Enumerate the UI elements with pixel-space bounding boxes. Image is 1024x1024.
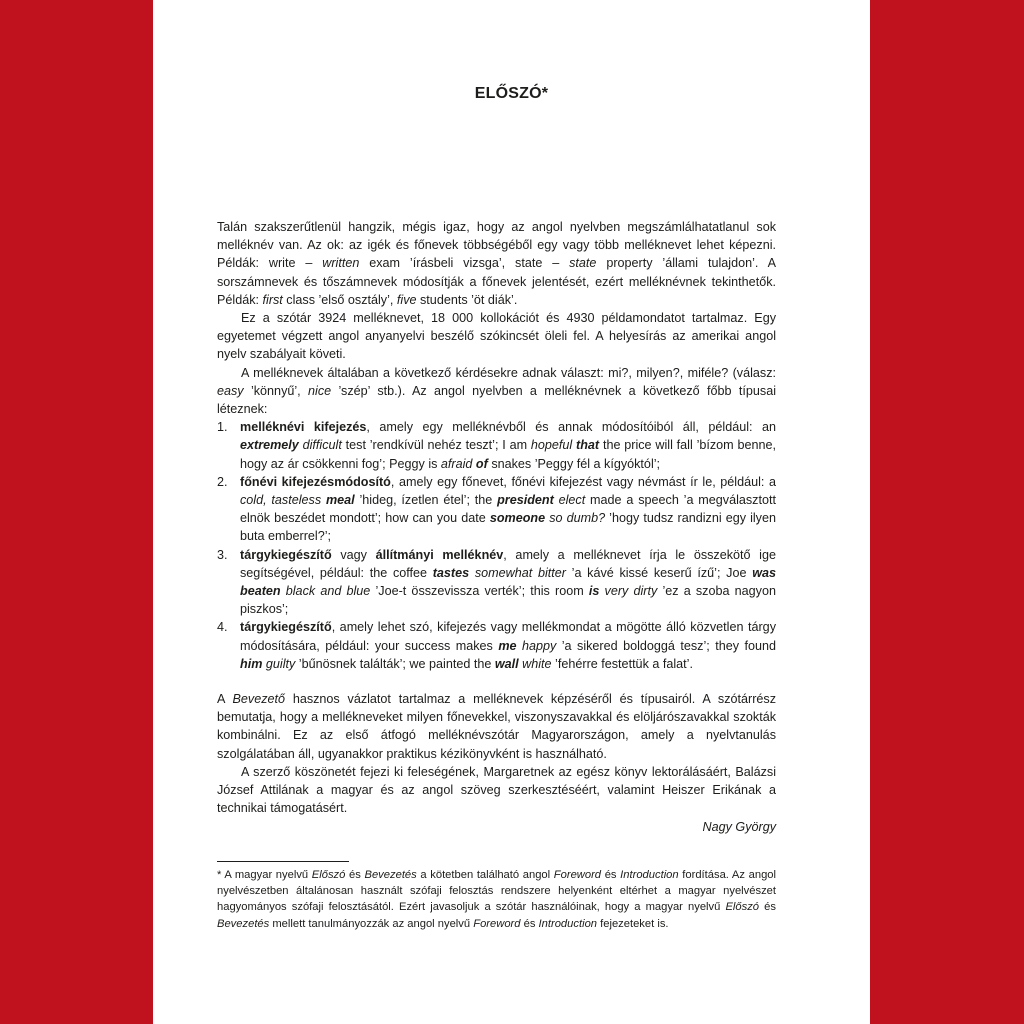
text-run: és xyxy=(520,917,539,930)
italic-text: easy xyxy=(217,383,244,398)
list-number: 1. xyxy=(217,420,228,435)
italic-text: Bevezető xyxy=(232,692,286,707)
text-run: , amely egy melléknévből és annak módosítóiból áll, például: an xyxy=(366,420,776,435)
paragraph-dictionary-scope: Ez a szótár 3924 melléknevet, 18 000 kollokációt és 4930 példamondatot tartalmaz. Egy egyetemet végzett angol anyanyelvi beszélő szókincsét öleli fel. A helyesírás az amerikai angol nyelv szabályait követi. xyxy=(217,311,776,362)
text-run: , amely lehet szó, kifejezés vagy mellékmondat a mögötte álló közvetlen tárgy módosítására, például: your success makes xyxy=(240,620,776,653)
text-run: , amely a melléknevet írja le összekötő ige segítségével, például: the coffee xyxy=(240,547,776,580)
text-run: fejezeteket is. xyxy=(597,917,669,930)
text-run: ’ez a szoba nagyon piszkos’; xyxy=(240,584,776,617)
text-run: fordítása. Az angol nyelvészetben általánosan használt szófaji felosztás rendszere helyenként eltérhet a magyar nyelvészet hagyományos szófaji felosztásától. Ezért javasoljuk a szótár használóinak, hogy a magyar nyelvű xyxy=(217,869,777,914)
bold-italic-text: president xyxy=(497,493,554,508)
italic-text: nice xyxy=(308,383,332,398)
list-number: 3. xyxy=(217,547,228,562)
bold-italic-text: tastes xyxy=(432,565,470,580)
page-title: ELŐSZÓ* xyxy=(474,85,549,102)
paragraph-introduction-summary xyxy=(217,690,776,763)
italic-text: first xyxy=(262,292,283,307)
author-signature: Nagy György xyxy=(702,819,776,834)
italic-text: Introduction xyxy=(538,917,598,930)
list-item xyxy=(217,618,776,673)
italic-text: afraid xyxy=(440,456,473,471)
footnote xyxy=(217,867,776,932)
text-run: ’fehérre festettük a falat’. xyxy=(551,656,693,671)
italic-text: black and blue xyxy=(280,584,371,599)
text-run: ’hideg, ízetlen étel’; the xyxy=(354,493,498,508)
text-run: * A magyar nyelvű xyxy=(217,869,312,881)
bold-italic-text: is xyxy=(588,584,600,599)
italic-text: five xyxy=(396,292,417,307)
italic-text: very dirty xyxy=(599,584,658,599)
italic-text: Bevezetés xyxy=(217,917,270,930)
bold-italic-text: that xyxy=(572,438,600,453)
text-run: és xyxy=(601,869,621,881)
bold-italic-text: wall xyxy=(494,656,519,671)
text-run: mellett tanulmányozzák az angol nyelvű xyxy=(269,917,474,930)
text-run: the price will fall ’bízom benne, hogy az ár csökkenni fog’; Peggy is xyxy=(240,438,777,471)
italic-text: somewhat bitter xyxy=(469,565,566,580)
text-run: ’könnyű’, xyxy=(243,383,309,398)
paragraph-acknowledgements: A szerző köszönetét fejezi ki feleségének, Margaretnek az egész könyv lektorálásáért, Balázsi József Attilának a magyar és az angol szöveg szerkesztéséért, valamint Heiszer Erikának a technikai támogatásért. xyxy=(217,764,776,816)
text-run: ’a sikered boldoggá tesz’; they found xyxy=(556,638,777,653)
text-run: , amely egy főnevet, főnévi kifejezést vagy névmást ír le, például: a xyxy=(390,474,776,489)
bold-term: melléknévi kifejezés xyxy=(240,420,367,435)
italic-text: written xyxy=(322,256,360,271)
text-run: Talán szakszerűtlenül hangzik, mégis igaz, hogy az angol nyelvben megszámlálhatatlanul sok melléknév van. Az ok: az igék és főnevek többségéből egy vagy több melléknevet lehet képezni. Példák: write – xyxy=(217,220,776,271)
paragraph-intro xyxy=(217,218,776,309)
italic-text: Foreword xyxy=(473,917,521,930)
bold-italic-text: was beaten xyxy=(240,565,776,599)
italic-text: Előszó xyxy=(725,901,760,914)
text-run: ’szép’ stb.). Az angol nyelvben a melléknévnek a következő főbb típusai léteznek: xyxy=(217,383,776,417)
text-run: ’a kávé kissé keserű ízű’; Joe xyxy=(565,565,753,580)
italic-text: Bevezetés xyxy=(364,869,417,881)
text-run: ’hogy tudsz randizni egy ilyen buta emberrel?’; xyxy=(240,511,776,544)
text-run: test ’rendkívül nehéz teszt’; I am xyxy=(341,438,531,453)
text-run: students ’öt diák’. xyxy=(416,292,518,307)
bold-italic-text: someone xyxy=(489,511,546,526)
text-run: a kötetben található angol xyxy=(416,869,554,881)
italic-text: state xyxy=(569,256,597,271)
text-run: class ’első osztály’, xyxy=(282,292,397,307)
bold-italic-text: meal xyxy=(321,493,355,508)
italic-text: happy xyxy=(516,638,557,653)
adjective-types-list xyxy=(217,418,776,673)
italic-text: hopeful xyxy=(530,438,573,453)
italic-text: white xyxy=(518,656,552,671)
text-run: vagy xyxy=(331,547,376,562)
bold-term: tárgykiegészítő xyxy=(240,620,332,635)
text-run: A xyxy=(217,692,233,707)
text-run: made a speech ’a megválasztott elnök beszédet mondott’; how can you date xyxy=(240,493,776,526)
footnote-text xyxy=(217,867,776,932)
list-item xyxy=(217,473,776,546)
text-run: property ’állami tulajdon’. A sorszámnevek és tőszámnevek módosítják a főnevek jelentését, ezért melléknévnek tekinthetők. Példák: xyxy=(217,256,776,307)
text-run: és xyxy=(759,901,776,914)
bold-italic-text: him xyxy=(240,656,263,671)
text-run: A melléknevek általában a következő kérdésekre adnak választ: mi?, milyen?, miféle? (válasz: xyxy=(241,365,776,380)
italic-text: Előszó xyxy=(311,869,346,881)
italic-text: so dumb? xyxy=(545,511,606,526)
list-number: 4. xyxy=(217,620,228,635)
italic-text: guilty xyxy=(262,656,296,671)
footnote-divider xyxy=(217,861,349,862)
italic-text: difficult xyxy=(298,438,342,453)
bold-term: állítmányi melléknév xyxy=(375,547,504,562)
text-run: snakes ’Peggy fél a kígyóktól’; xyxy=(487,456,661,471)
bold-term: tárgykiegészítő xyxy=(240,547,332,562)
italic-text: elect xyxy=(553,493,586,508)
list-number: 2. xyxy=(217,474,228,489)
text-run: hasznos vázlatot tartalmaz a melléknevek képzéséről és típusairól. A szótárrész bemutatja, hogy a mellékneveket milyen főnevekkel, viszonyszavakkal és elöljárószavakkal szokták kombinálni. Ez az első átfogó melléknévszótár Magyarországon, amely a nyelvtanulás szolgálatában áll, ugyanakkor praktikus kézikönyvként is használható. xyxy=(217,692,776,761)
document-page xyxy=(153,0,870,1024)
text-run: ’Joe-t összevissza verték’; this room xyxy=(370,584,589,599)
preface-body xyxy=(217,218,776,836)
paragraph-adjective-questions xyxy=(217,364,776,419)
italic-text: cold, tasteless xyxy=(240,493,322,508)
list-item xyxy=(217,546,776,619)
bold-italic-text: me xyxy=(498,638,517,653)
text-run: exam ’írásbeli vizsga’, state – xyxy=(359,256,570,271)
list-item xyxy=(217,418,776,473)
italic-text: Foreword xyxy=(553,869,602,881)
text-run: ’bűnösnek találták’; we painted the xyxy=(295,656,495,671)
bold-term: főnévi kifejezésmódosító xyxy=(240,474,391,489)
bold-italic-text: of xyxy=(472,456,488,471)
bold-italic-text: extremely xyxy=(240,438,299,453)
italic-text: Introduction xyxy=(620,869,679,881)
text-run: és xyxy=(345,869,365,881)
